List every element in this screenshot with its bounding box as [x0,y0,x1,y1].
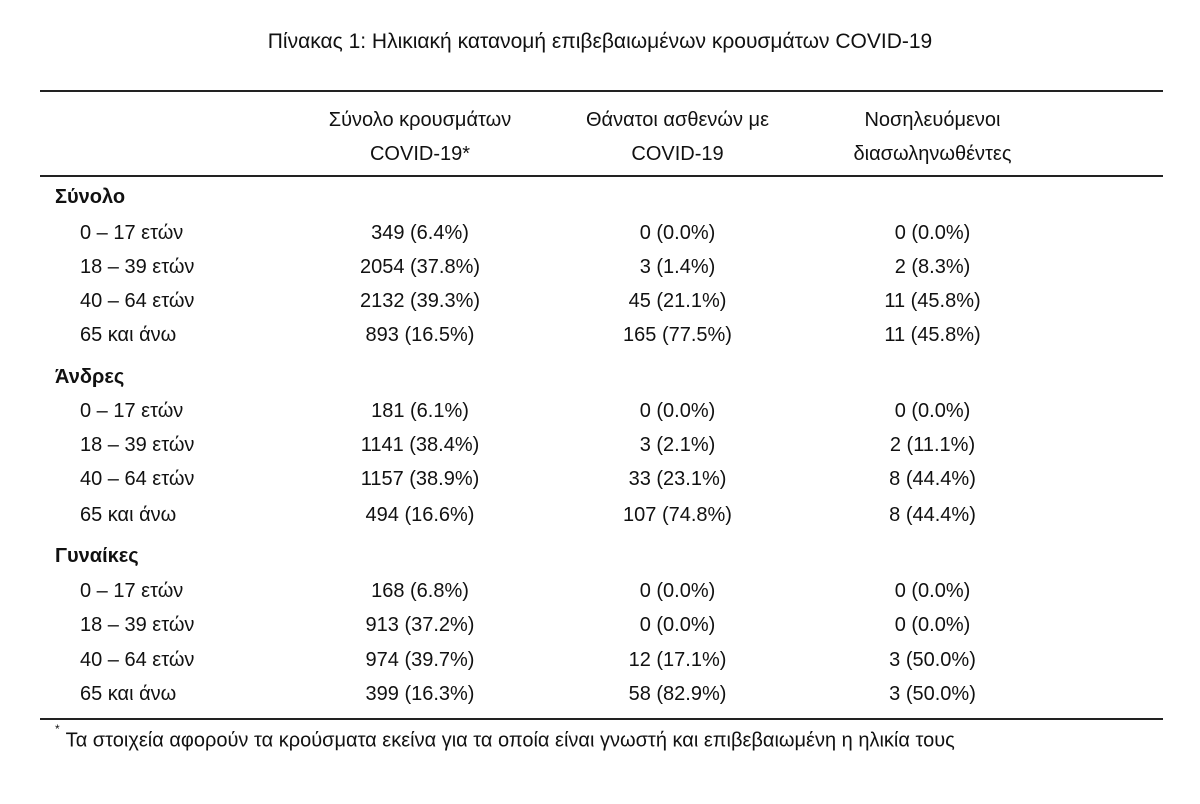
group-title-men: Άνδρες [55,366,125,388]
header-intubated-line2: διασωληνωθέντες [853,143,1012,165]
cell-deaths: 165 (77.5%) [623,324,732,346]
cell-cases: 1157 (38.9%) [360,468,480,490]
group-title-women: Γυναίκες [55,545,139,567]
cell-intubated: 0 (0.0%) [894,614,971,636]
table-row [0,580,1200,610]
cell-intubated: 0 (0.0%) [894,400,971,422]
row-label: 18 – 39 ετών [80,256,195,278]
header-deaths [545,103,810,171]
row-label: 40 – 64 ετών [80,468,195,490]
table-row [0,222,1200,252]
cell-intubated: 11 (45.8%) [884,324,981,346]
row-label: 65 και άνω [80,683,177,705]
header-deaths-line2: COVID-19 [631,143,724,165]
row-label: 65 και άνω [80,504,177,526]
row-label: 40 – 64 ετών [80,290,195,312]
footnote [55,722,955,753]
cell-deaths: 0 (0.0%) [639,614,716,636]
table-row [0,504,1200,534]
row-label: 65 και άνω [80,324,177,346]
cell-deaths: 0 (0.0%) [639,400,716,422]
header-cases-line1: Σύνολο κρουσμάτων [328,109,512,131]
cell-deaths: 3 (1.4%) [639,256,716,278]
group-title-total: Σύνολο [55,186,126,208]
header-cases [290,103,550,171]
cell-deaths: 33 (23.1%) [628,468,727,490]
row-label: 0 – 17 ετών [80,580,184,602]
cell-intubated: 8 (44.4%) [889,504,976,526]
footnote-text: Τα στοιχεία αφορούν τα κρούσματα εκείνα για τα οποία είναι γνωστή και επιβεβαιωμένη η ηλικία τους [65,729,955,752]
header-rule [40,175,1163,177]
cell-cases: 494 (16.6%) [365,504,475,526]
table-row [0,434,1200,464]
cell-deaths: 45 (21.1%) [628,290,727,312]
top-rule [40,90,1163,92]
cell-deaths: 12 (17.1%) [628,649,727,671]
cell-intubated: 3 (50.0%) [889,683,976,705]
table-title: Πίνακας 1: Ηλικιακή κατανομή επιβεβαιωμένων κρουσμάτων COVID-19 [267,30,933,53]
header-deaths-line1: Θάνατοι ασθενών με [586,109,769,131]
cell-deaths: 58 (82.9%) [628,683,727,705]
cell-deaths: 107 (74.8%) [623,504,732,526]
header-cases-line2: COVID-19* [369,143,471,165]
cell-deaths: 0 (0.0%) [639,580,716,602]
table-row [0,614,1200,644]
cell-intubated: 8 (44.4%) [889,468,976,490]
cell-cases: 1141 (38.4%) [360,434,480,456]
cell-intubated: 2 (8.3%) [894,256,971,278]
cell-cases: 913 (37.2%) [365,614,475,636]
cell-cases: 181 (6.1%) [371,400,469,422]
cell-intubated: 3 (50.0%) [889,649,976,671]
row-label: 18 – 39 ετών [80,434,195,456]
row-label: 40 – 64 ετών [80,649,195,671]
cell-cases: 893 (16.5%) [365,324,475,346]
footnote-marker: * [55,722,60,736]
cell-intubated: 2 (11.1%) [889,434,976,456]
table-row [0,649,1200,679]
table-row [0,683,1200,713]
row-label: 0 – 17 ετών [80,400,184,422]
cell-deaths: 3 (2.1%) [639,434,716,456]
cell-cases: 399 (16.3%) [365,683,475,705]
cell-intubated: 0 (0.0%) [894,222,971,244]
table-row [0,400,1200,430]
header-intubated-line1: Νοσηλευόμενοι [864,109,1001,131]
cell-cases: 349 (6.4%) [371,222,469,244]
cell-intubated: 0 (0.0%) [894,580,971,602]
bottom-rule [40,718,1163,720]
cell-cases: 2054 (37.8%) [359,256,481,278]
table-row [0,324,1200,354]
cell-intubated: 11 (45.8%) [884,290,981,312]
row-label: 0 – 17 ετών [80,222,184,244]
cell-cases: 168 (6.8%) [371,580,469,602]
table-row [0,468,1200,498]
cell-cases: 2132 (39.3%) [359,290,481,312]
cell-deaths: 0 (0.0%) [639,222,716,244]
table-row [0,290,1200,320]
cell-cases: 974 (39.7%) [365,649,475,671]
header-intubated [800,103,1065,171]
row-label: 18 – 39 ετών [80,614,195,636]
table-row [0,256,1200,286]
